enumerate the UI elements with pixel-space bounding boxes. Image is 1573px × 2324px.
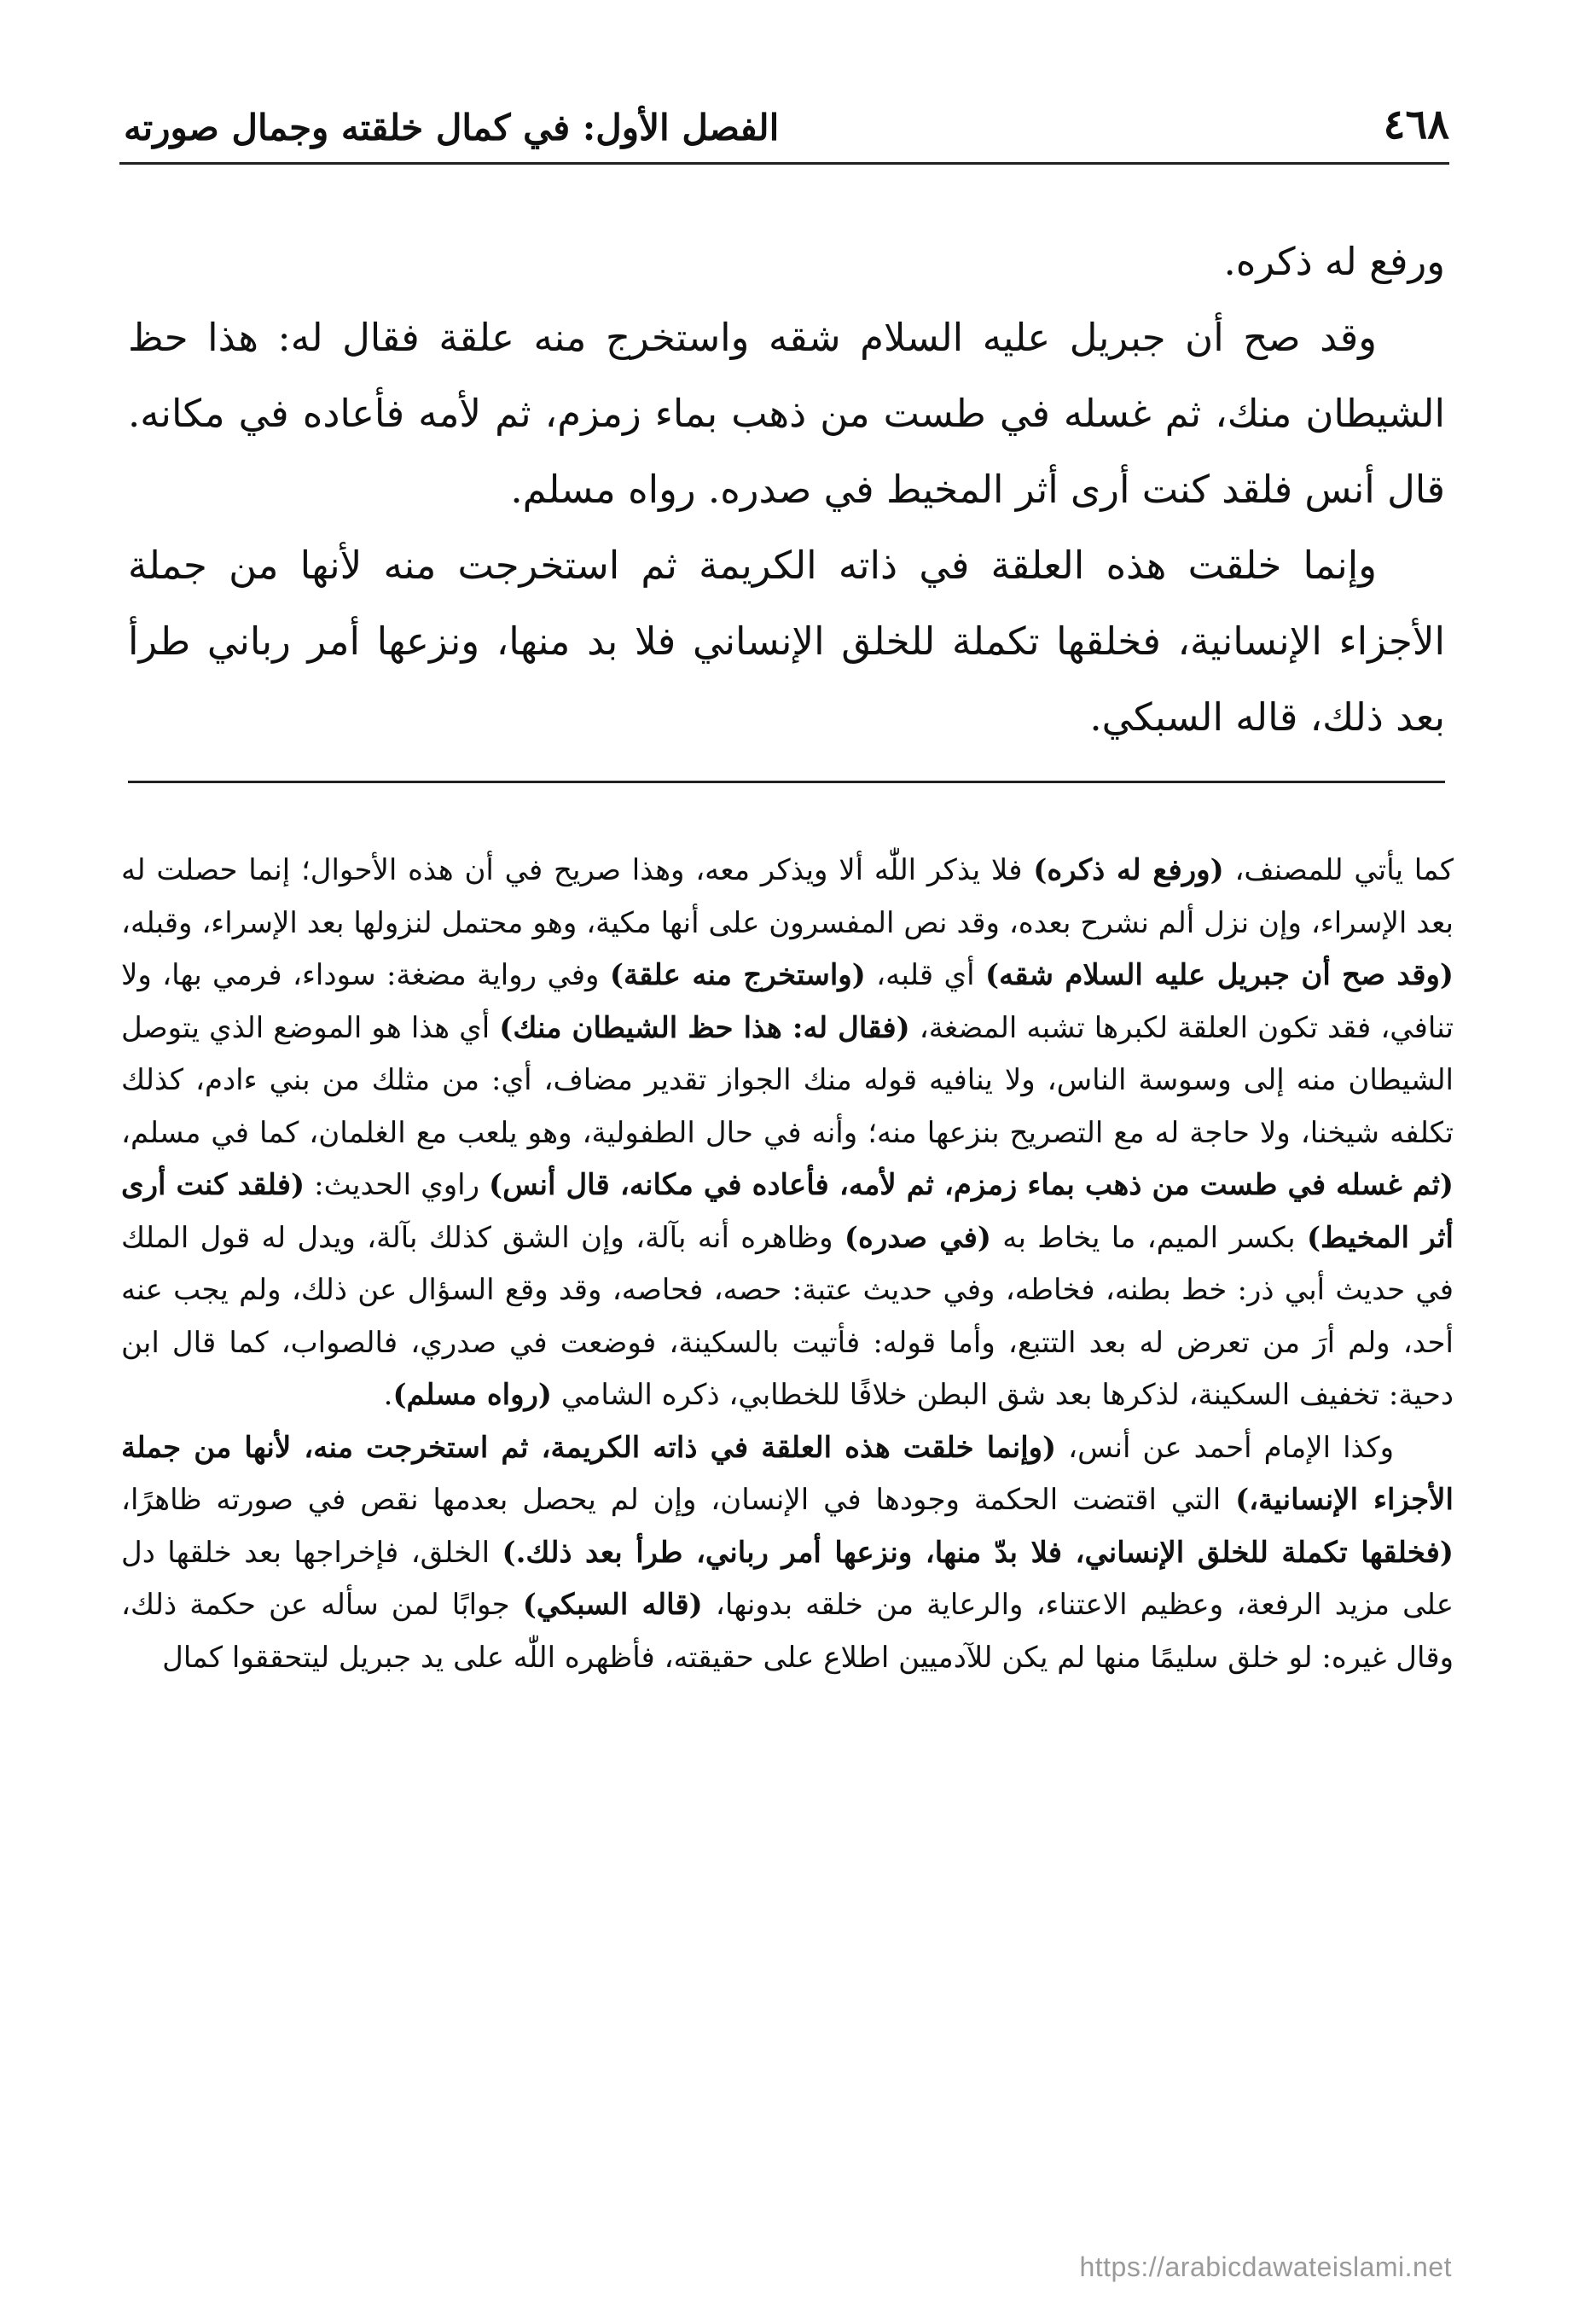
- page-header: [124, 94, 1449, 148]
- main-text: [128, 224, 1445, 755]
- watermark-url: https://arabicdawateislami.net: [1079, 2251, 1452, 2282]
- quoted-matn: (ثم غسله في طست من ذهب بماء زمزم، ثم لأمه، فأعاده في مكانه، قال أنس): [489, 1168, 1454, 1202]
- header-rule: [119, 162, 1449, 165]
- commentary-text: أي هذا هو الموضع الذي يتوصل الشيطان منه إلى وسوسة الناس، ولا ينافيه قوله منك الجواز تقدير مضاف، أي: من مثلك من بني ءادم، كذلك تكلفه شيخنا، ولا حاجة له مع التصريح بنزعها منه؛ وأنه في حال الطفولية، وهو يلعب مع الغلمان، كما في مسلم،: [121, 1010, 1454, 1150]
- main-paragraph: وقد صح أن جبريل عليه السلام شقه واستخرج منه علقة فقال له: هذا حظ الشيطان منك، ثم غسله في طست من ذهب بماء زمزم، ثم لأمه فأعاده في مكانه. قال أنس فلقد كنت أرى أثر المخيط في صدره. رواه مسلم.: [128, 315, 1445, 512]
- running-title: الفصل الأول: في كمال خلقته وجمال صورته: [124, 107, 780, 148]
- page-number: ٤٦٨: [1383, 101, 1449, 148]
- commentary-text: راوي الحديث:: [305, 1168, 490, 1202]
- commentary-text: بكسر الميم، ما يخاط به: [990, 1220, 1307, 1255]
- commentary-text: .: [383, 1378, 393, 1412]
- quoted-matn: (في صدره): [844, 1220, 991, 1255]
- quoted-matn: (قاله السبكي): [522, 1588, 703, 1622]
- quoted-matn: (واستخرج منه علقة): [609, 958, 866, 992]
- commentary-text: وظاهره أنه بآلة، وإن الشق كذلك بآلة، ويدل له قول الملك في حديث أبي ذر: خط بطنه، فخاطه، وفي حديث عتبة: حصه، فحاصه، وقد وقع السؤال عن ذلك، ولم يجب عنه أحد، ولم أرَ من تعرض له بعد التتبع، وأما قوله: فأتيت بالسكينة، فوضعت في صدري، فالصواب، كما قال ابن دحية: تخفيف السكينة، لذكرها بعد شق البطن خلافًا للخطابي، ذكره الشامي: [121, 1220, 1454, 1412]
- commentary-paragraph: [121, 845, 1454, 1422]
- quoted-matn: (وقد صح أن جبريل عليه السلام شقه): [984, 958, 1454, 992]
- quoted-matn: (وإنما خلقت هذه العلقة في ذاته الكريمة، ثم استخرجت منه، لأنها من جملة الأجزاء الإنسانية،): [121, 1430, 1454, 1517]
- quoted-matn: (رواه مسلم): [392, 1378, 553, 1412]
- quoted-matn: (فقال له: هذا حظ الشيطان منك): [499, 1010, 910, 1045]
- main-paragraph: وإنما خلقت هذه العلقة في ذاته الكريمة ثم استخرجت منه لأنها من جملة الأجزاء الإنسانية، فخلقها تكملة للخلق الإنساني فلا بد منها، ونزعها أمر رباني طرأ بعد ذلك، قاله السبكي.: [128, 543, 1445, 740]
- commentary-text: وفي رواية مضغة: سوداء، فرمي بها، ولا تنافي، فقد تكون العلقة لكبرها تشبه المضغة،: [121, 958, 1454, 1045]
- commentary-text: كما يأتي للمصنف،: [1223, 853, 1454, 887]
- quoted-matn: (فلقد كنت أرى أثر المخيط): [121, 1168, 1454, 1255]
- commentary-text: الخلق، فإخراجها بعد خلقها دل على مزيد الرفعة، وعظيم الاعتناء، والرعاية من خلقه بدونها،: [121, 1535, 1454, 1622]
- quoted-matn: (ورفع له ذكره): [1033, 853, 1224, 887]
- commentary-text: وكذا الإمام أحمد عن أنس،: [1056, 1430, 1394, 1465]
- footnote-divider: [128, 781, 1445, 783]
- commentary-paragraph: [121, 1422, 1454, 1685]
- commentary-text: فلا يذكر اللّٰه ألا ويذكر معه، وهذا صريح في أن هذه الأحوال؛ إنما حصلت له بعد الإسراء، وإن نزل ألم نشرح بعده، وقد نص المفسرون على أنها مكية، وهو محتمل لنزولها بعد الإسراء، وقبله،: [121, 853, 1454, 940]
- quoted-matn: (فخلقها تكملة للخلق الإنساني، فلا بدّ منها، ونزعها أمر رباني، طرأ بعد ذلك.): [502, 1535, 1454, 1570]
- commentary-text: أي قلبه،: [865, 958, 985, 992]
- commentary: [121, 845, 1454, 1684]
- commentary-text: التي اقتضت الحكمة وجودها في الإنسان، وإن لم يحصل بعدمها نقص في صورته ظاهرًا،: [121, 1483, 1236, 1517]
- commentary-text: جوابًا لمن سأله عن حكمة ذلك، وقال غيره: لو خلق سليمًا منها لم يكن للآدميين اطلاع على حقيقته، فأظهره اللّٰه على يد جبريل ليتحققوا كمال: [121, 1588, 1454, 1675]
- main-paragraph: ورفع له ذكره.: [1223, 239, 1445, 284]
